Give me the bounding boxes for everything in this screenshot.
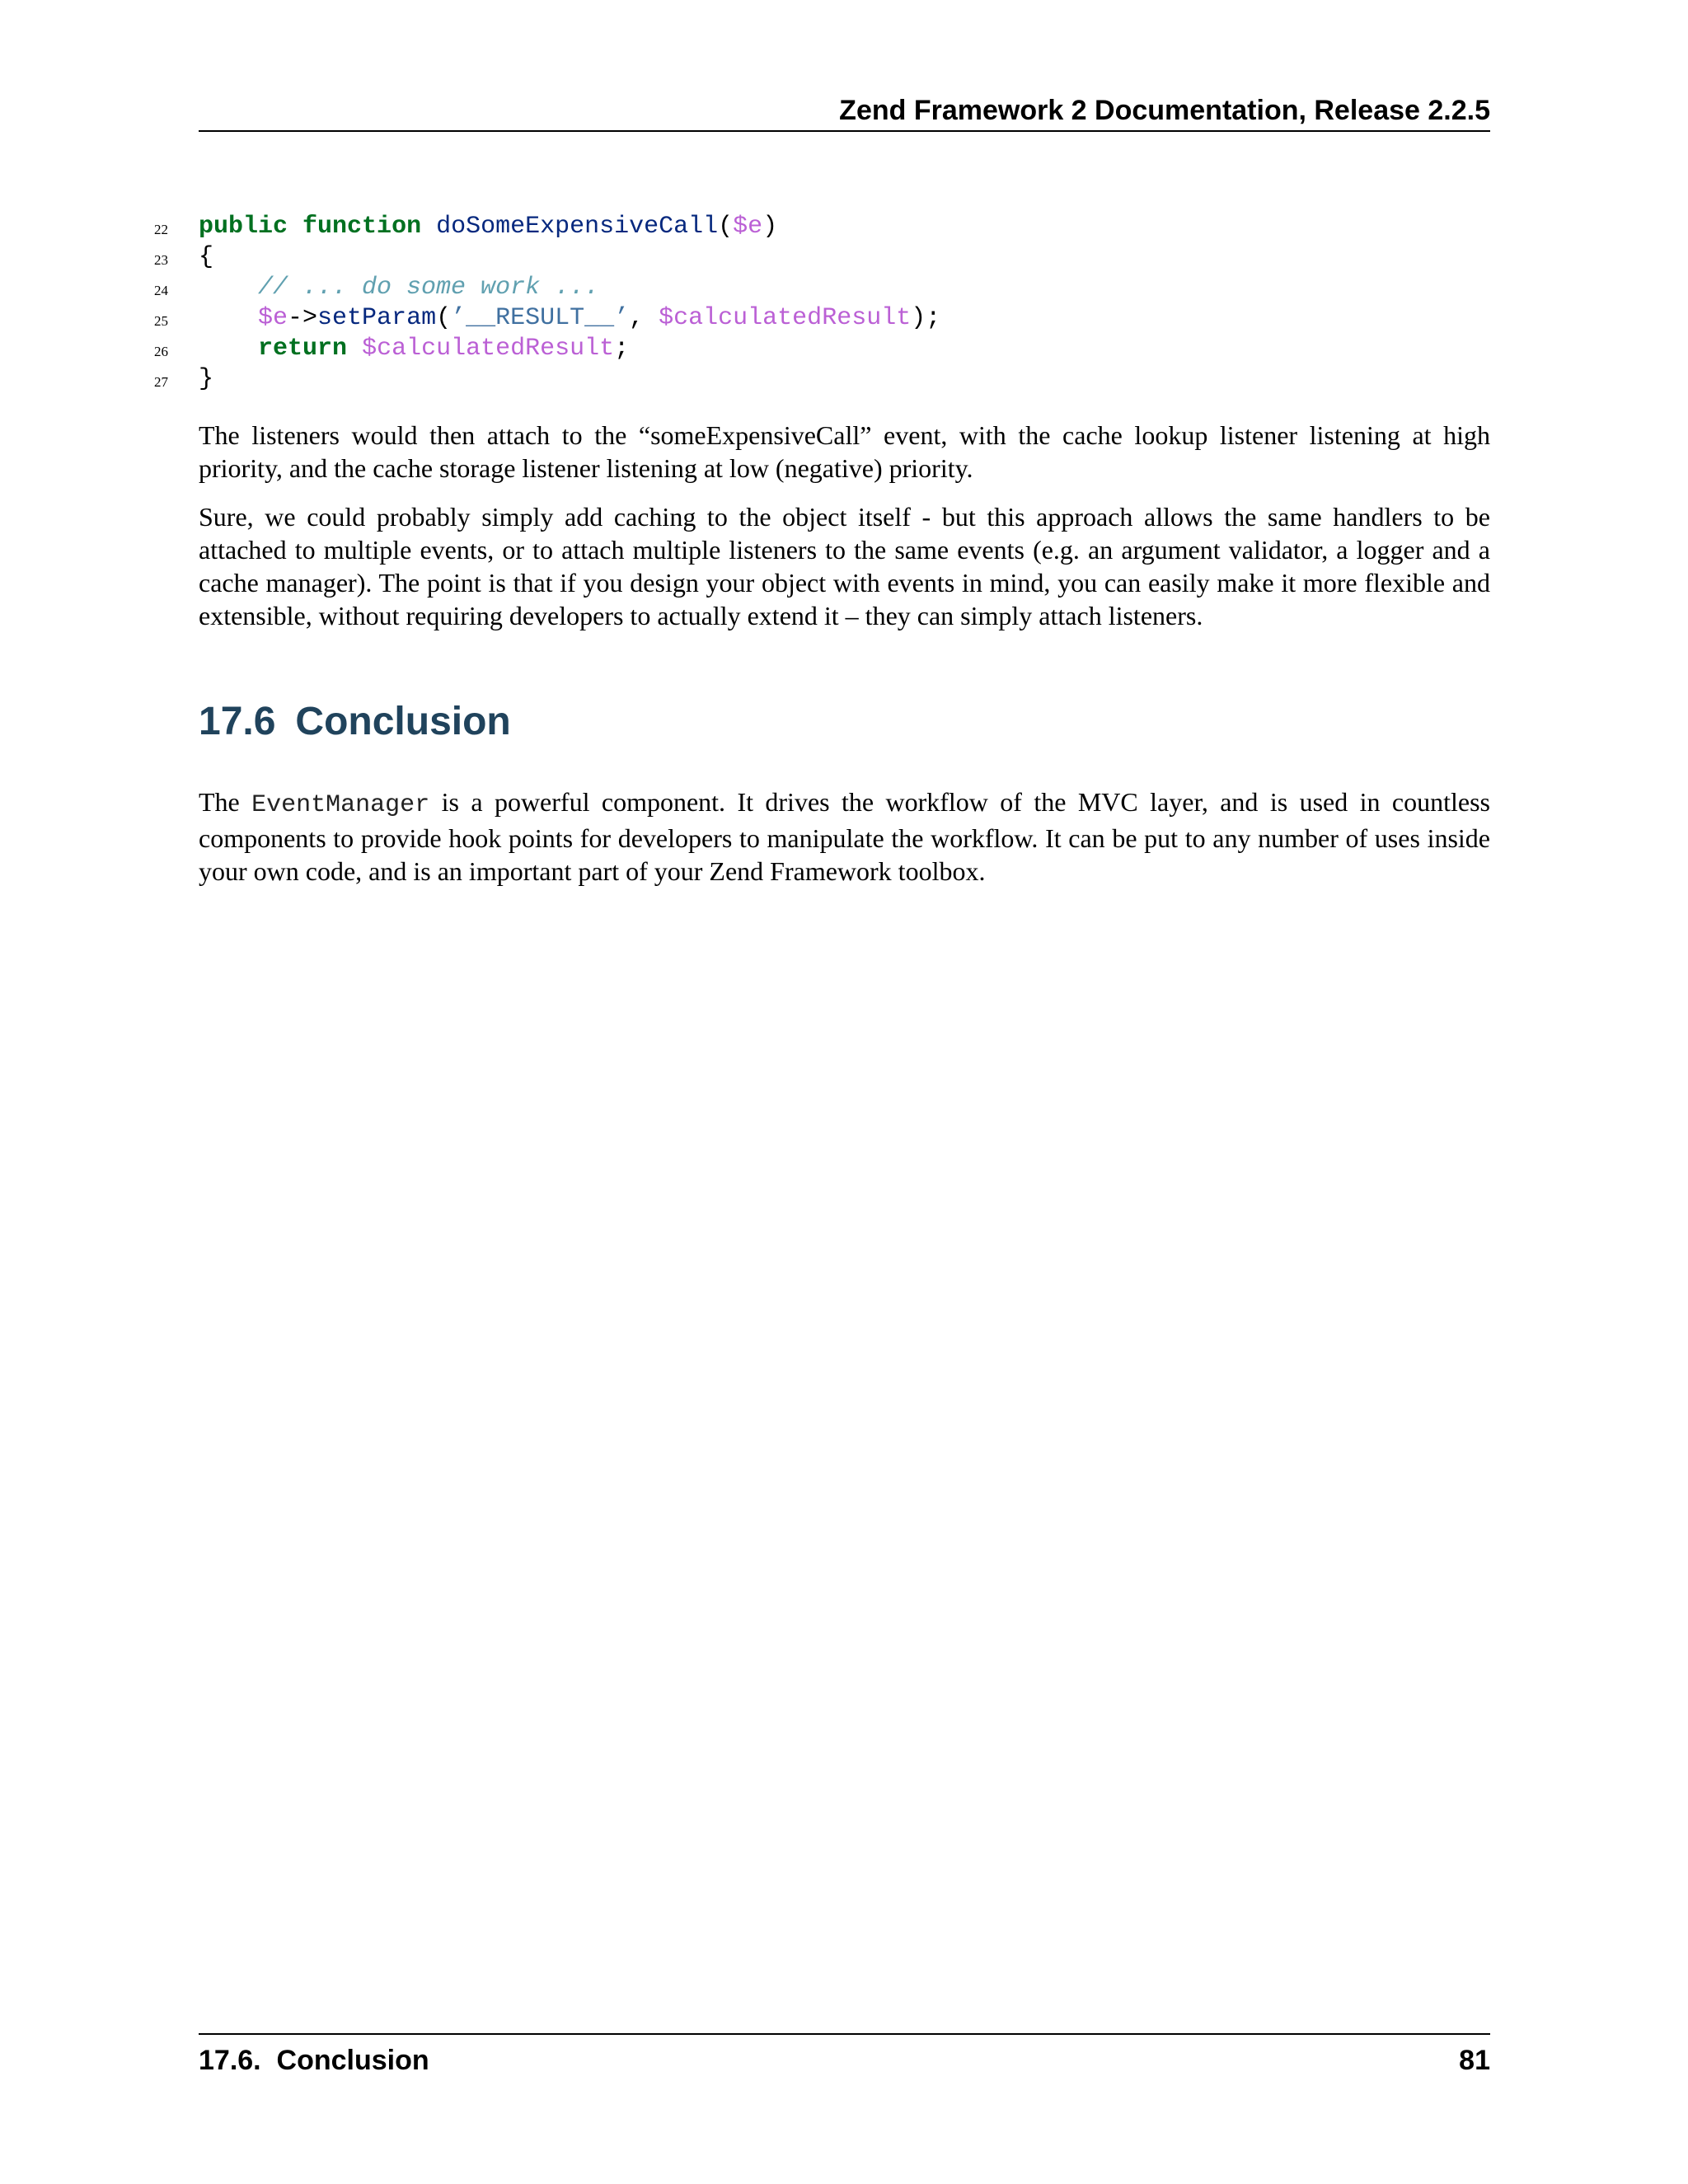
- code-token: $e: [733, 213, 763, 241]
- paragraph-listeners: The listeners would then attach to the “someExpensiveCall” event, with the cache lookup listener listening at high priority, and the cache storage listener listening at low (negative) priority.: [199, 420, 1490, 483]
- section-heading: [199, 697, 511, 747]
- code-line: [0, 273, 1688, 303]
- line-number: 26: [154, 344, 168, 359]
- footer-section-label: 17.6. Conclusion: [199, 2045, 429, 2076]
- page-number: 81: [1459, 2045, 1490, 2076]
- code-token: setParam: [317, 304, 437, 332]
- code-token: [421, 213, 436, 241]
- line-number: 23: [154, 252, 168, 268]
- code-token: );: [911, 304, 941, 332]
- running-header: Zend Framework 2 Documentation, Release 2.2.5: [839, 95, 1490, 126]
- line-number: 22: [154, 222, 168, 237]
- section-number: 17.6: [199, 700, 276, 743]
- code-text: [199, 303, 940, 334]
- inline-code-eventmanager: EventManager: [251, 791, 430, 819]
- conclusion-text-rest: is a powerful component. It drives the workflow of the MVC layer, and is used in countless components to provide hook points for developers to manipulate the workflow. It can be put to any number of uses inside your own code, and is an important part of your Zend Framework toolbox.: [199, 787, 1491, 886]
- code-token: public: [199, 213, 288, 241]
- code-line: [0, 334, 1688, 364]
- code-line: [0, 303, 1688, 334]
- line-number: 24: [154, 283, 168, 298]
- code-token: doSomeExpensiveCall: [436, 213, 719, 241]
- code-token: ,: [629, 304, 659, 332]
- code-token: [199, 304, 258, 332]
- code-text: [199, 212, 777, 242]
- code-line: [0, 242, 1688, 273]
- footer-rule: [199, 2033, 1490, 2035]
- code-token: function: [302, 213, 422, 241]
- code-text: [199, 273, 599, 303]
- code-text: [199, 334, 629, 364]
- line-number: 27: [154, 374, 168, 390]
- code-token: }: [199, 365, 214, 393]
- code-token: return: [258, 335, 348, 363]
- code-token: $calculatedResult: [659, 304, 912, 332]
- code-token: (: [436, 304, 452, 332]
- line-number: 25: [154, 313, 168, 329]
- code-token: [199, 274, 258, 302]
- code-token: [199, 335, 258, 363]
- code-token: ): [762, 213, 778, 241]
- code-token: ->: [288, 304, 318, 332]
- code-token: [347, 335, 362, 363]
- paragraph-conclusion: [199, 785, 1490, 888]
- code-line: [0, 212, 1688, 242]
- header-rule: [199, 130, 1490, 132]
- conclusion-text-start: The: [199, 787, 252, 817]
- code-token: (: [718, 213, 734, 241]
- code-token: // ... do some work ...: [258, 274, 600, 302]
- code-token: {: [199, 243, 214, 271]
- paragraph-caching: Sure, we could probably simply add caching to the object itself - but this approach allows the same handlers to be attached to multiple events, or to attach multiple listeners to the same events (e.g. an argument validator, a logger and a cache manager). The point is that if you design your object with events in mind, you can easily make it more flexible and extensible, without requiring developers to actually extend it – they can simply attach listeners.: [199, 502, 1490, 630]
- code-token: $e: [258, 304, 288, 332]
- section-title: Conclusion: [295, 700, 511, 743]
- code-block: [0, 212, 1688, 395]
- code-token: ;: [614, 335, 630, 363]
- code-token: $calculatedResult: [362, 335, 615, 363]
- code-text: [199, 242, 213, 273]
- code-line: [0, 364, 1688, 395]
- code-text: [199, 364, 213, 395]
- code-token: [288, 213, 302, 241]
- code-token: ’__RESULT__’: [451, 304, 630, 332]
